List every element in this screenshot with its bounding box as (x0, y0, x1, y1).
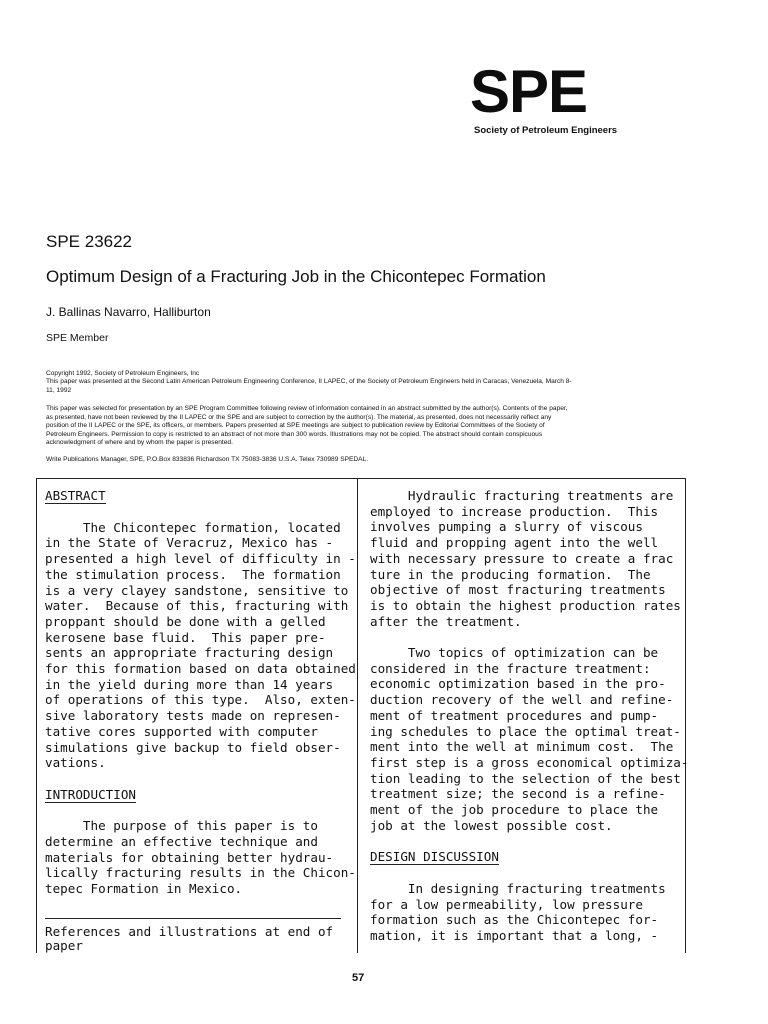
column-divider (357, 478, 358, 953)
selection-notice: This paper was selected for presentation by an SPE Program Committee following review of information contained in an abstract submitted by the author(s). Contents of the paper, as presented, have not been reviewed by the II LAPEC or the SPE and are subject to correction by the author(s). The material, as presented, does not necessarily reflect any position of the II LAPEC or the SPE, its officers, or members. Papers presented at SPE meetings are subject to publication review by Editorial Committees of the Society of Petroleum Engineers. Permission to copy is restricted to an abstract of not more than 300 words. Illustrations may not be copied. The abstract should contain conspicuous acknowledgment of where and by whom the paper is presented. (46, 405, 568, 447)
contact-notice: Write Publications Manager, SPE, P.O.Box 833836 Richardson TX 75083-3836 U.S.A. Telex 730989 SPEDAL. (46, 456, 369, 463)
abstract-text: The Chicontepec formation, located in the State of Veracruz, Mexico has - presented a high level of difficulty in - the stimulation process. The formation is a very clayey sandstone, sensitive to water. Because of this, fracturing with proppant should be done with a gelled kerosene base fluid. This paper pre- sents an appropriate fracturing design for this formation based on data obtained in the yield during more than 14 years of operations of this type. Also, exten- sive laboratory tests made on represen- tative cores supported with computer simulations give backup to field obser- vations. (45, 519, 356, 771)
design-paragraph: In designing fracturing treatments for a low permeability, low pressure formation such as the Chicontepec for- mation, it is important that a long, - (370, 880, 666, 943)
spe-logo: SPE (470, 58, 588, 125)
left-column (45, 488, 356, 897)
design-discussion-heading: DESIGN DISCUSSION (370, 849, 499, 865)
paper-title: Optimum Design of a Fracturing Job in the Chicontepec Formation (46, 267, 546, 286)
paper-number: SPE 23622 (46, 232, 133, 251)
optimization-paragraph: Two topics of optimization can be considered in the fracture treatment: economic optimization based in the pro- duction recovery of the well and refine- ment of treatment procedures and pump- ing schedules to place the optimal treat- ment into the well at minimum cost. The first step is a gross economical optimiza- tion leading to the selection of the best treatment size; the second is a refine- ment of the job procedure to place the job at the lowest possible cost. (370, 645, 689, 833)
footnote-rule (45, 918, 341, 919)
membership: SPE Member (46, 332, 109, 344)
intro-paragraph: Hydraulic fracturing treatments are employed to increase production. This involves pumping a slurry of viscous fluid and propping agent into the well with necessary pressure to create a frac ture in the producing formation. The objective of most fracturing treatments is to obtain the highest production rates after the treatment. (370, 488, 681, 629)
page-number: 57 (352, 972, 365, 984)
introduction-text: The purpose of this paper is to determine an effective technique and materials for obtaining better hydrau- lically fracturing results in the Chicon- tepec Formation in Mexico. (45, 818, 356, 897)
footnote: References and illustrations at end of paper (45, 924, 334, 953)
authors: J. Ballinas Navarro, Halliburton (46, 305, 211, 319)
abstract-heading: ABSTRACT (45, 488, 106, 503)
introduction-heading: INTRODUCTION (45, 786, 136, 802)
society-name: Society of Petroleum Engineers (474, 125, 618, 136)
copyright-notice: Copyright 1992, Society of Petroleum Engineers, Inc (46, 370, 200, 377)
right-column (370, 488, 688, 944)
presentation-notice: This paper was presented at the Second Latin American Petroleum Engineering Conference, II LAPEC, of the Society of Petroleum Engineers held in Caracas, Venezuela, March 8- 11, 1992 (46, 378, 572, 394)
